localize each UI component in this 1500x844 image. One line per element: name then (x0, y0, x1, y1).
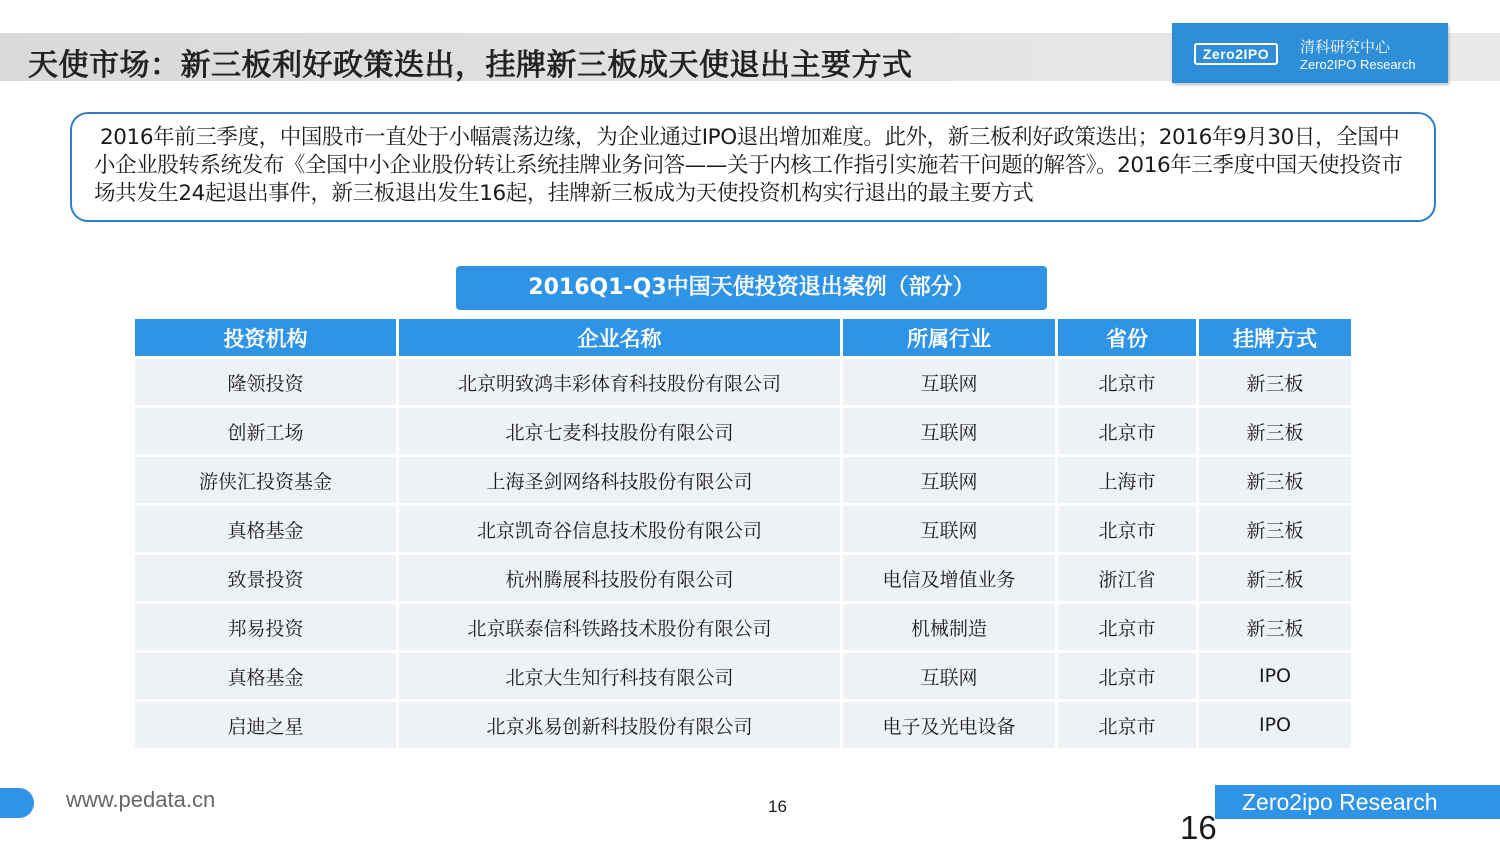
table-row (135, 457, 1351, 503)
table-row (135, 408, 1351, 454)
table-row (135, 653, 1351, 699)
cell-investor: 邦易投资 (135, 604, 396, 650)
table-header-row (135, 319, 1351, 356)
exit-cases-table (132, 316, 1354, 751)
cell-investor: 启迪之星 (135, 702, 396, 748)
cell-listing-method: 新三板 (1199, 408, 1351, 454)
header-investor: 投资机构 (135, 319, 396, 356)
cell-company: 杭州腾展科技股份有限公司 (399, 555, 840, 601)
cell-listing-method: 新三板 (1199, 506, 1351, 552)
cell-company: 北京联泰信科铁路技术股份有限公司 (399, 604, 840, 650)
cell-province: 北京市 (1058, 359, 1196, 405)
cell-industry: 互联网 (843, 408, 1055, 454)
cell-investor: 隆领投资 (135, 359, 396, 405)
zero2ipo-logo (1172, 23, 1448, 83)
page-number-small: 16 (768, 797, 787, 816)
table-row (135, 506, 1351, 552)
footer-brand-banner: Zero2ipo Research (1215, 785, 1500, 819)
page-title: 天使市场：新三板利好政策迭出，挂牌新三板成天使退出主要方式 (28, 48, 913, 83)
cell-investor: 致景投资 (135, 555, 396, 601)
cell-province: 北京市 (1058, 653, 1196, 699)
cell-province: 北京市 (1058, 702, 1196, 748)
cell-industry: 互联网 (843, 457, 1055, 503)
header-province: 省份 (1058, 319, 1196, 356)
cell-investor: 真格基金 (135, 653, 396, 699)
footer-website-link[interactable]: www.pedata.cn (66, 787, 216, 812)
table-row (135, 359, 1351, 405)
cell-listing-method: 新三板 (1199, 359, 1351, 405)
cell-company: 北京大生知行科技有限公司 (399, 653, 840, 699)
cell-investor: 创新工场 (135, 408, 396, 454)
cell-listing-method: 新三板 (1199, 555, 1351, 601)
table-row (135, 555, 1351, 601)
cell-listing-method: IPO (1199, 702, 1351, 748)
footer-accent-tab (0, 788, 34, 818)
cell-industry: 电信及增值业务 (843, 555, 1055, 601)
cell-listing-method: 新三板 (1199, 604, 1351, 650)
cell-investor: 游侠汇投资基金 (135, 457, 396, 503)
logo-mark: Zero2IPO (1194, 43, 1278, 65)
page-number-large: 16 (1180, 809, 1217, 844)
header-company: 企业名称 (399, 319, 840, 356)
logo-cn-name: 清科研究中心 (1300, 38, 1391, 56)
cell-listing-method: 新三板 (1199, 457, 1351, 503)
summary-box (70, 112, 1436, 222)
cell-province: 浙江省 (1058, 555, 1196, 601)
cell-company: 北京凯奇谷信息技术股份有限公司 (399, 506, 840, 552)
cell-province: 上海市 (1058, 457, 1196, 503)
cell-industry: 互联网 (843, 653, 1055, 699)
cell-company: 上海圣剑网络科技股份有限公司 (399, 457, 840, 503)
cell-company: 北京兆易创新科技股份有限公司 (399, 702, 840, 748)
cell-company: 北京明致鸿丰彩体育科技股份有限公司 (399, 359, 840, 405)
cell-investor: 真格基金 (135, 506, 396, 552)
cell-industry: 机械制造 (843, 604, 1055, 650)
cell-listing-method: IPO (1199, 653, 1351, 699)
table-row (135, 604, 1351, 650)
cell-company: 北京七麦科技股份有限公司 (399, 408, 840, 454)
header-listing-method: 挂牌方式 (1199, 319, 1351, 356)
cell-province: 北京市 (1058, 506, 1196, 552)
cell-province: 北京市 (1058, 408, 1196, 454)
cell-province: 北京市 (1058, 604, 1196, 650)
table-row (135, 702, 1351, 748)
cell-industry: 电子及光电设备 (843, 702, 1055, 748)
summary-text: 2016年前三季度，中国股市一直处于小幅震荡边缘，为企业通过IPO退出增加难度。此外，新三板利好政策迭出；2016年9月30日，全国中小企业股转系统发布《全国中小企业股份转让系统挂牌业务问答——关于内核工作指引实施若干问题的解答》。2016年三季度中国天使投资市场共发生24起退出事件，新三板退出发生16起，挂牌新三板成为天使投资机构实行退出的最主要方式 (94, 125, 1403, 206)
logo-en-name: Zero2IPO Research (1300, 57, 1416, 72)
cell-industry: 互联网 (843, 359, 1055, 405)
table-title: 2016Q1-Q3中国天使投资退出案例（部分） (456, 266, 1047, 310)
cell-industry: 互联网 (843, 506, 1055, 552)
header-industry: 所属行业 (843, 319, 1055, 356)
